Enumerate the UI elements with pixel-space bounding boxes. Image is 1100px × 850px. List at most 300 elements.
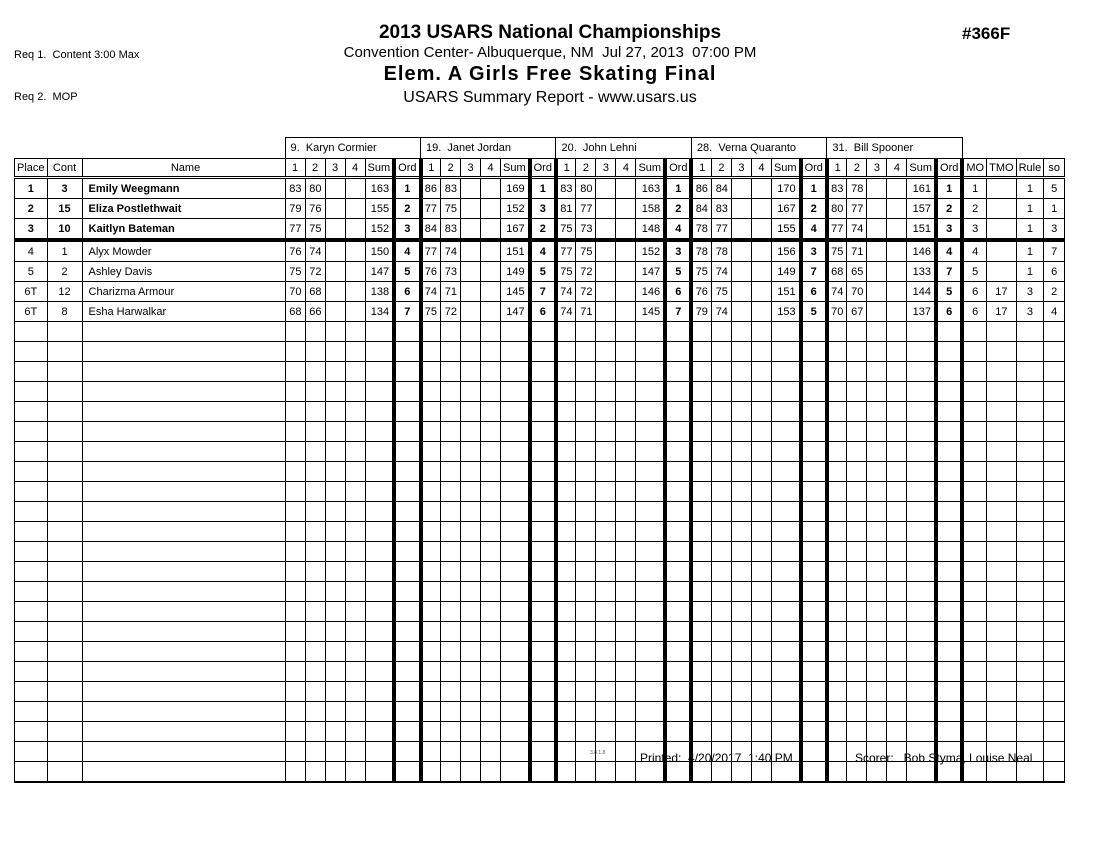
cell-score: 75 (827, 240, 847, 262)
cell-empty (345, 342, 365, 362)
cell-skater-name (82, 422, 285, 442)
cell-tmo (987, 240, 1016, 262)
cell-ordinal: 2 (936, 199, 962, 219)
cell-empty (461, 542, 481, 562)
empty-row (15, 642, 1065, 662)
cell-empty (345, 422, 365, 442)
cell-empty (556, 602, 576, 622)
cell-empty (345, 482, 365, 502)
cell-empty (285, 322, 305, 342)
cell-ordinal: 1 (936, 178, 962, 199)
cell-score (345, 302, 365, 322)
cell-empty (827, 382, 847, 402)
cell-empty (731, 682, 751, 702)
cell-empty (1044, 642, 1065, 662)
cell-skater-name (82, 322, 285, 342)
cell-sum: 152 (636, 240, 665, 262)
cell-empty (771, 662, 800, 682)
cell-skater-name (82, 682, 285, 702)
cell-empty (481, 502, 501, 522)
cell-empty (907, 462, 936, 482)
cell-empty (1044, 662, 1065, 682)
cell-empty (596, 402, 616, 422)
cell-score (325, 262, 345, 282)
judge-row-spacer-left (15, 138, 286, 159)
cell-empty (711, 662, 731, 682)
cell-sum: 134 (365, 302, 394, 322)
cell-empty (1016, 602, 1044, 622)
cell-empty (1044, 322, 1065, 342)
cell-empty (867, 562, 887, 582)
cell-cont (47, 362, 82, 382)
judge-header: 9. Karyn Cormier (285, 138, 420, 159)
cell-score (616, 178, 636, 199)
cell-score: 75 (305, 219, 325, 241)
cell-empty (394, 462, 420, 482)
cell-empty (501, 562, 530, 582)
cell-empty (616, 562, 636, 582)
cell-ordinal: 4 (801, 219, 827, 241)
cell-empty (827, 582, 847, 602)
cell-ordinal: 3 (665, 240, 691, 262)
cell-empty (576, 342, 596, 362)
cell-empty (441, 642, 461, 662)
cell-empty (1044, 762, 1065, 783)
cell-empty (771, 622, 800, 642)
cell-empty (827, 642, 847, 662)
cell-sum: 169 (501, 178, 530, 199)
cell-empty (576, 462, 596, 482)
empty-row (15, 422, 1065, 442)
cell-empty (751, 602, 771, 622)
cell-empty (616, 442, 636, 462)
cell-empty (827, 742, 847, 762)
cell-score (481, 219, 501, 241)
cell-skater-name (82, 462, 285, 482)
cell-empty (441, 682, 461, 702)
cell-score: 76 (421, 262, 441, 282)
cell-score (751, 178, 771, 199)
cell-empty (576, 582, 596, 602)
cell-cont: 10 (47, 219, 82, 241)
cell-empty (325, 562, 345, 582)
cell-empty (987, 422, 1016, 442)
cell-score (887, 282, 907, 302)
cell-score (325, 282, 345, 302)
cell-skater-name (82, 482, 285, 502)
col-header-ord: Ord (394, 159, 420, 178)
cell-empty (751, 422, 771, 442)
cell-empty (936, 662, 962, 682)
cell-empty (530, 502, 556, 522)
cell-empty (962, 602, 986, 622)
cell-empty (394, 322, 420, 342)
cell-cont (47, 662, 82, 682)
cell-empty (596, 442, 616, 462)
cell-score (887, 262, 907, 282)
cell-empty (1044, 342, 1065, 362)
cell-empty (481, 642, 501, 662)
cell-empty (441, 522, 461, 542)
cell-empty (751, 622, 771, 642)
cell-empty (616, 602, 636, 622)
cell-score: 77 (285, 219, 305, 241)
cell-empty (285, 382, 305, 402)
cell-empty (751, 322, 771, 342)
cell-empty (421, 642, 441, 662)
cell-empty (731, 622, 751, 642)
cell-empty (616, 402, 636, 422)
cell-empty (305, 642, 325, 662)
cell-empty (530, 402, 556, 422)
cell-place (15, 662, 48, 682)
cell-empty (691, 662, 711, 682)
cell-empty (731, 702, 751, 722)
cell-mo: 5 (962, 262, 986, 282)
cell-score (596, 262, 616, 282)
cell-empty (731, 382, 751, 402)
empty-row (15, 722, 1065, 742)
col-header-sum: Sum (365, 159, 394, 178)
cell-empty (636, 682, 665, 702)
cell-score (887, 240, 907, 262)
cell-place (15, 422, 48, 442)
cell-empty (936, 702, 962, 722)
cell-empty (556, 362, 576, 382)
cell-score: 74 (305, 240, 325, 262)
cell-mo: 4 (962, 240, 986, 262)
cell-empty (1044, 742, 1065, 762)
cell-score (481, 178, 501, 199)
cell-empty (867, 402, 887, 422)
cell-empty (616, 522, 636, 542)
cell-skater-name: Esha Harwalkar (82, 302, 285, 322)
cell-place (15, 742, 48, 762)
cell-empty (907, 522, 936, 542)
cell-empty (325, 462, 345, 482)
cell-score (887, 199, 907, 219)
cell-empty (665, 662, 691, 682)
cell-empty (827, 442, 847, 462)
cell-score (596, 219, 616, 241)
cell-empty (365, 462, 394, 482)
cell-empty (867, 502, 887, 522)
col-header-so: so (1044, 159, 1065, 178)
cell-empty (987, 322, 1016, 342)
cell-ordinal: 1 (530, 178, 556, 199)
cell-empty (801, 442, 827, 462)
cell-empty (345, 502, 365, 522)
cell-empty (936, 402, 962, 422)
cell-tmo: 17 (987, 302, 1016, 322)
cell-ordinal: 6 (936, 302, 962, 322)
cell-empty (936, 722, 962, 742)
cell-empty (887, 702, 907, 722)
cell-empty (936, 422, 962, 442)
cell-empty (887, 662, 907, 682)
cell-empty (731, 562, 751, 582)
cell-score (461, 240, 481, 262)
cell-so: 3 (1044, 219, 1065, 241)
cell-ordinal: 7 (394, 302, 420, 322)
cell-empty (530, 702, 556, 722)
cell-empty (530, 482, 556, 502)
cell-empty (936, 502, 962, 522)
cell-empty (801, 522, 827, 542)
cell-empty (962, 682, 986, 702)
cell-empty (596, 722, 616, 742)
cell-empty (305, 322, 325, 342)
cell-empty (665, 382, 691, 402)
cell-empty (461, 622, 481, 642)
cell-ordinal: 2 (530, 219, 556, 241)
cell-empty (365, 742, 394, 762)
cell-sum: 151 (771, 282, 800, 302)
cell-empty (847, 322, 867, 342)
cell-empty (867, 442, 887, 462)
cell-sum: 155 (365, 199, 394, 219)
cell-empty (987, 462, 1016, 482)
cell-empty (691, 342, 711, 362)
cell-empty (325, 762, 345, 783)
cell-cont: 1 (47, 240, 82, 262)
cell-empty (421, 442, 441, 462)
cell-empty (1016, 682, 1044, 702)
cell-empty (556, 522, 576, 542)
cell-empty (345, 762, 365, 783)
cell-empty (481, 562, 501, 582)
cell-empty (1044, 402, 1065, 422)
cell-empty (394, 522, 420, 542)
cell-score: 75 (421, 302, 441, 322)
cell-empty (867, 582, 887, 602)
cell-empty (285, 442, 305, 462)
cell-empty (691, 542, 711, 562)
cell-empty (305, 662, 325, 682)
col-header-1: 1 (827, 159, 847, 178)
cell-empty (801, 322, 827, 342)
cell-empty (441, 582, 461, 602)
cell-empty (847, 382, 867, 402)
cell-empty (441, 482, 461, 502)
cell-sum: 149 (771, 262, 800, 282)
cell-score (596, 240, 616, 262)
cell-ordinal: 5 (530, 262, 556, 282)
cell-cont (47, 682, 82, 702)
cell-cont (47, 562, 82, 582)
cell-empty (711, 402, 731, 422)
cell-so: 7 (1044, 240, 1065, 262)
cell-empty (421, 522, 441, 542)
cell-skater-name (82, 602, 285, 622)
cell-empty (576, 602, 596, 622)
cell-empty (365, 502, 394, 522)
cell-cont (47, 462, 82, 482)
cell-empty (501, 462, 530, 482)
cell-score: 70 (827, 302, 847, 322)
req-line-2: Req 2. MOP (14, 91, 78, 103)
cell-empty (691, 562, 711, 582)
result-row (15, 302, 1065, 322)
cell-sum: 167 (771, 199, 800, 219)
cell-empty (665, 422, 691, 442)
cell-score: 68 (285, 302, 305, 322)
cell-empty (827, 682, 847, 702)
cell-empty (711, 462, 731, 482)
cell-empty (481, 622, 501, 642)
cell-empty (556, 482, 576, 502)
cell-empty (441, 742, 461, 762)
cell-empty (731, 642, 751, 662)
cell-empty (771, 602, 800, 622)
cell-empty (576, 622, 596, 642)
cell-empty (887, 462, 907, 482)
cell-empty (847, 582, 867, 602)
empty-row (15, 682, 1065, 702)
cell-empty (576, 362, 596, 382)
cell-place (15, 342, 48, 362)
cell-ordinal: 6 (530, 302, 556, 322)
cell-empty (987, 342, 1016, 362)
cell-empty (325, 502, 345, 522)
judge-header: 19. Janet Jordan (421, 138, 556, 159)
cell-sum: 133 (907, 262, 936, 282)
cell-skater-name (82, 722, 285, 742)
cell-empty (936, 582, 962, 602)
cell-empty (887, 522, 907, 542)
cell-empty (1044, 562, 1065, 582)
cell-empty (711, 442, 731, 462)
cell-skater-name (82, 442, 285, 462)
cell-score (345, 199, 365, 219)
cell-empty (441, 762, 461, 783)
cell-rule: 1 (1016, 199, 1044, 219)
empty-row (15, 622, 1065, 642)
cell-sum: 146 (636, 282, 665, 302)
cell-place: 6T (15, 302, 48, 322)
cell-empty (501, 362, 530, 382)
cell-empty (481, 422, 501, 442)
cell-empty (827, 502, 847, 522)
cell-score (616, 219, 636, 241)
cell-empty (1044, 502, 1065, 522)
cell-sum: 167 (501, 219, 530, 241)
cell-empty (501, 642, 530, 662)
cell-empty (827, 602, 847, 622)
cell-score (325, 302, 345, 322)
cell-empty (1044, 602, 1065, 622)
cell-empty (461, 502, 481, 522)
cell-empty (325, 622, 345, 642)
cell-score: 83 (441, 178, 461, 199)
cell-score (616, 199, 636, 219)
cell-score (345, 178, 365, 199)
cell-empty (962, 382, 986, 402)
cell-empty (576, 702, 596, 722)
cell-empty (325, 482, 345, 502)
cell-empty (751, 542, 771, 562)
cell-empty (365, 562, 394, 582)
cell-empty (481, 342, 501, 362)
cell-empty (441, 322, 461, 342)
cell-empty (751, 362, 771, 382)
cell-empty (771, 342, 800, 362)
cell-empty (962, 442, 986, 462)
col-header-1: 1 (421, 159, 441, 178)
cell-score: 77 (827, 219, 847, 241)
cell-empty (636, 562, 665, 582)
cell-empty (962, 722, 986, 742)
cell-empty (305, 582, 325, 602)
col-header-sum: Sum (771, 159, 800, 178)
cell-sum: 145 (636, 302, 665, 322)
cell-empty (771, 542, 800, 562)
cell-score: 77 (421, 240, 441, 262)
col-header-3: 3 (461, 159, 481, 178)
cell-empty (751, 402, 771, 422)
cell-empty (847, 522, 867, 542)
cell-score: 80 (305, 178, 325, 199)
cell-empty (636, 422, 665, 442)
cell-empty (576, 722, 596, 742)
cell-empty (596, 482, 616, 502)
cell-score: 77 (711, 219, 731, 241)
cell-score: 75 (285, 262, 305, 282)
cell-empty (771, 682, 800, 702)
cell-empty (556, 542, 576, 562)
cell-empty (987, 542, 1016, 562)
cell-score: 74 (711, 262, 731, 282)
cell-empty (556, 342, 576, 362)
cell-score: 83 (285, 178, 305, 199)
cell-score (481, 240, 501, 262)
cell-empty (530, 762, 556, 783)
cell-empty (751, 642, 771, 662)
cell-score: 81 (556, 199, 576, 219)
col-header-2: 2 (305, 159, 325, 178)
cell-empty (345, 722, 365, 742)
cell-score (325, 219, 345, 241)
cell-empty (345, 602, 365, 622)
cell-ordinal: 7 (665, 302, 691, 322)
cell-place (15, 382, 48, 402)
scorer-names: Scorer: Bob Styma, Louise Neal (855, 751, 1033, 765)
cell-score: 68 (827, 262, 847, 282)
cell-skater-name (82, 522, 285, 542)
cell-empty (731, 522, 751, 542)
cell-empty (441, 542, 461, 562)
cell-empty (867, 482, 887, 502)
cell-empty (576, 662, 596, 682)
cell-empty (576, 422, 596, 442)
cell-empty (461, 462, 481, 482)
cell-empty (365, 682, 394, 702)
cell-ordinal: 7 (936, 262, 962, 282)
cell-sum: 163 (636, 178, 665, 199)
cell-empty (501, 722, 530, 742)
cell-empty (501, 542, 530, 562)
cell-empty (345, 522, 365, 542)
cell-empty (801, 362, 827, 382)
cell-empty (1016, 482, 1044, 502)
cell-empty (556, 562, 576, 582)
cell-empty (711, 482, 731, 502)
cell-empty (987, 622, 1016, 642)
empty-row (15, 322, 1065, 342)
cell-empty (847, 642, 867, 662)
cell-empty (576, 682, 596, 702)
cell-empty (801, 682, 827, 702)
